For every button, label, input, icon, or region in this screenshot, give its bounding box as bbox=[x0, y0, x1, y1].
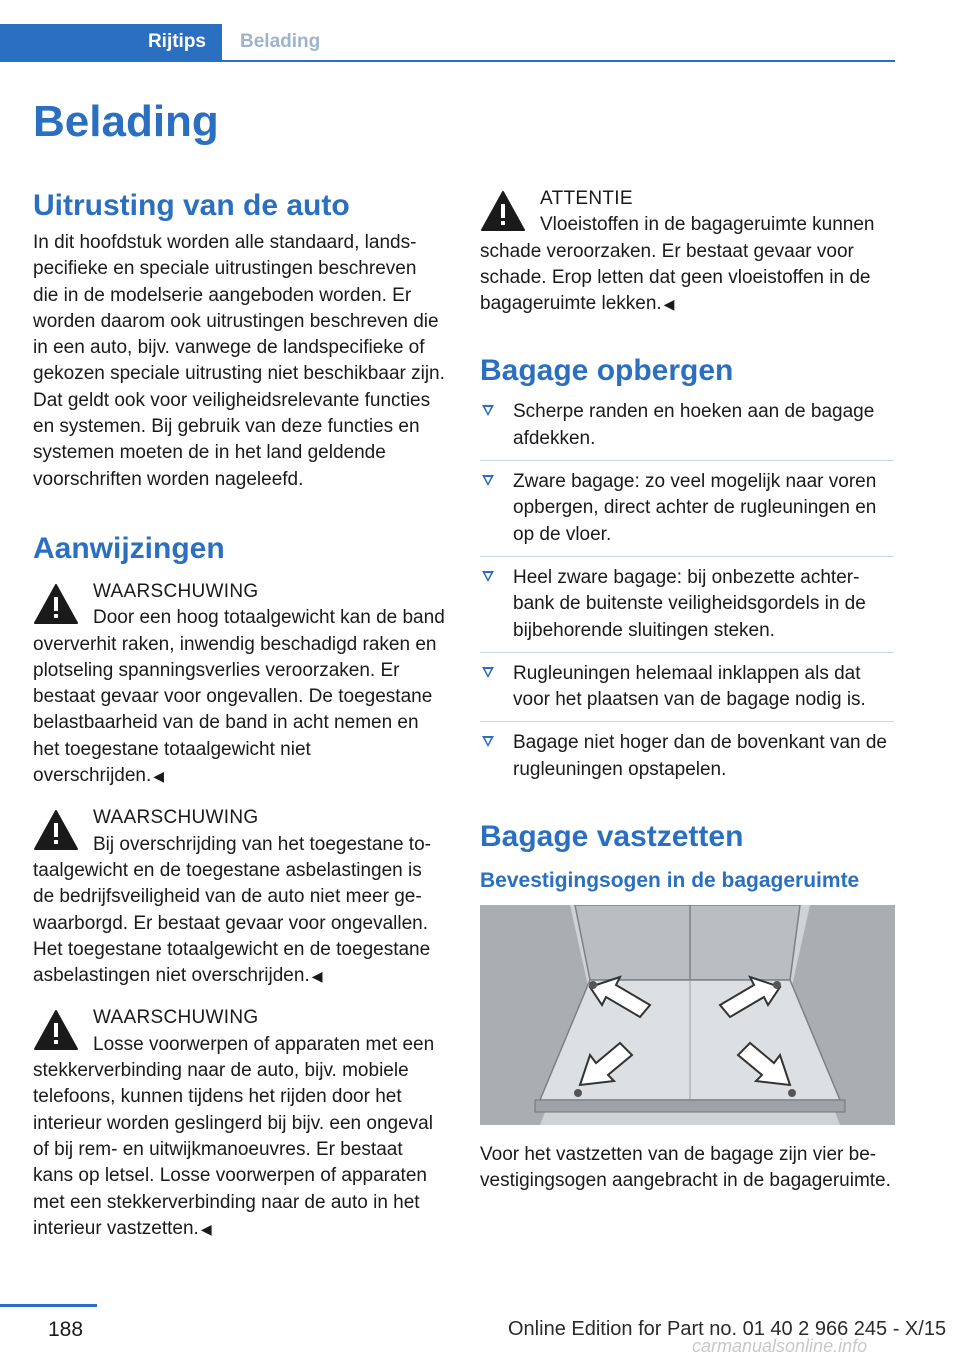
warning-triangle-icon bbox=[33, 1009, 79, 1051]
triangle-bullet-icon bbox=[482, 667, 494, 678]
end-mark: ◀ bbox=[153, 768, 165, 785]
list-item: Scherpe randen en hoeken aan de bagage afdekken. bbox=[480, 399, 894, 461]
warning-label: WAARSCHUWING bbox=[93, 1007, 259, 1029]
tab-belading[interactable]: Belading bbox=[240, 31, 321, 52]
end-mark: ◀ bbox=[663, 296, 675, 313]
attention-text: Vloeistoffen in de bagageruimte kunnen schade veroorzaken. Er bestaat gevaar voor schade. Erop letten dat geen vloeistoffen in de bagageruimte lekken. bbox=[480, 214, 875, 315]
section-title-bagage-vastzetten: Bagage vastzetten bbox=[480, 820, 744, 854]
luggage-compartment-illustration bbox=[480, 905, 895, 1125]
figure-caption: Voor het vastzetten van de bagage zijn vier bevestigingsogen aangebracht in de bagageruimte. bbox=[480, 1144, 891, 1192]
end-mark: ◀ bbox=[200, 1220, 212, 1237]
warning-block bbox=[33, 1005, 447, 1242]
warning-triangle-icon bbox=[33, 583, 79, 625]
tab-rijtips[interactable]: Rijtips bbox=[0, 24, 222, 62]
attention-block bbox=[480, 186, 894, 317]
triangle-bullet-icon bbox=[482, 736, 494, 747]
list-item: Heel zware bagage: bij onbezette achterbank de buitenste veiligheidsgordels in de bijbehorende sluitingen steken. bbox=[480, 565, 894, 653]
list-item: Bagage niet hoger dan de bovenkant van de rugleuningen opstapelen. bbox=[480, 730, 894, 791]
warning-block bbox=[33, 805, 447, 989]
warning-triangle-icon bbox=[480, 190, 526, 232]
edition-text: Online Edition for Part no. 01 40 2 966 245 - X/15 bbox=[508, 1318, 947, 1340]
section-title-uitrusting: Uitrusting van de auto bbox=[33, 189, 350, 222]
page-number: 188 bbox=[48, 1318, 84, 1341]
attention-label: ATTENTIE bbox=[540, 188, 633, 209]
warning-triangle-icon bbox=[33, 809, 79, 851]
warning-text: Bij overschrijding van het toegestane totaalgewicht en de toegestane asbelastingen is de bedrijfsveiligheid van de auto niet meer gewaarborgd. Er bestaat gevaar voor ongevallen. Het toegestane totaalgewicht en de toegestane asbelastingen niet overschrijden. bbox=[33, 833, 431, 987]
header-tabs bbox=[0, 24, 895, 62]
end-mark: ◀ bbox=[311, 968, 323, 985]
left-column bbox=[33, 180, 447, 1242]
triangle-bullet-icon bbox=[482, 571, 494, 582]
header-rule bbox=[0, 60, 895, 62]
warning-text: Losse voorwerpen of apparaten met een stekkerverbinding naar de auto, bijv. mobiele telefoons, kunnen tijdens het rijden door het interieur worden geslingerd bij bijv. een ongeval of bij rem- en uitwijkmanoeuvres. Er bestaat kans op letsel. Losse voorwerpen of apparaten met een stekkerverbinding naar de auto in het interieur vastzetten. bbox=[33, 1033, 435, 1239]
section-title-bagage-opbergen: Bagage opbergen bbox=[480, 354, 734, 388]
triangle-bullet-icon bbox=[482, 475, 494, 486]
bullet-list bbox=[480, 399, 894, 791]
watermark: carmanualsonline.info bbox=[692, 1336, 868, 1356]
warning-label: WAARSCHUWING bbox=[93, 807, 259, 829]
section-title-aanwijzingen: Aanwijzingen bbox=[33, 531, 225, 565]
section-text-uitrusting: In dit hoofdstuk worden alle standaard, landspecifieke en speciale uitrustingen beschreven die in de modelserie aangeboden worden. Er worden daarom ook uitrustingen beschreven die in een auto, bijv. vanwege de landspecifieke of gekozen speciale uitrusting niet beschikbaar zijn. Dat geldt ook voor veiligheidsrelevante functies en systemen. Bij gebruik van deze functies en systemen moeten de in het land geldende voorschriften worden nageleefd. bbox=[33, 232, 445, 490]
subsection-title: Bevestigingsogen in de bagageruimte bbox=[480, 869, 860, 893]
warning-block bbox=[33, 579, 447, 789]
list-item: Rugleuningen helemaal inklappen als dat voor het plaatsen van de bagage nodig is. bbox=[480, 661, 894, 723]
right-column bbox=[480, 180, 894, 1195]
triangle-bullet-icon bbox=[482, 405, 494, 416]
footer-rule bbox=[0, 1304, 97, 1307]
warning-text: Door een hoog totaalgewicht kan de band oververhit raken, inwendig beschadigd raken en plotseling spanningsverlies veroorzaken. Er bestaat gevaar voor ongevallen. De toegestane belastbaarheid van de band in acht nemen en het toegestane totaalgewicht niet overschrijden. bbox=[33, 607, 445, 787]
list-item: Zware bagage: zo veel mogelijk naar voren opbergen, direct achter de rugleuningen en op de vloer. bbox=[480, 469, 894, 557]
page-title: Belading bbox=[33, 97, 219, 146]
warning-label: WAARSCHUWING bbox=[93, 580, 259, 602]
